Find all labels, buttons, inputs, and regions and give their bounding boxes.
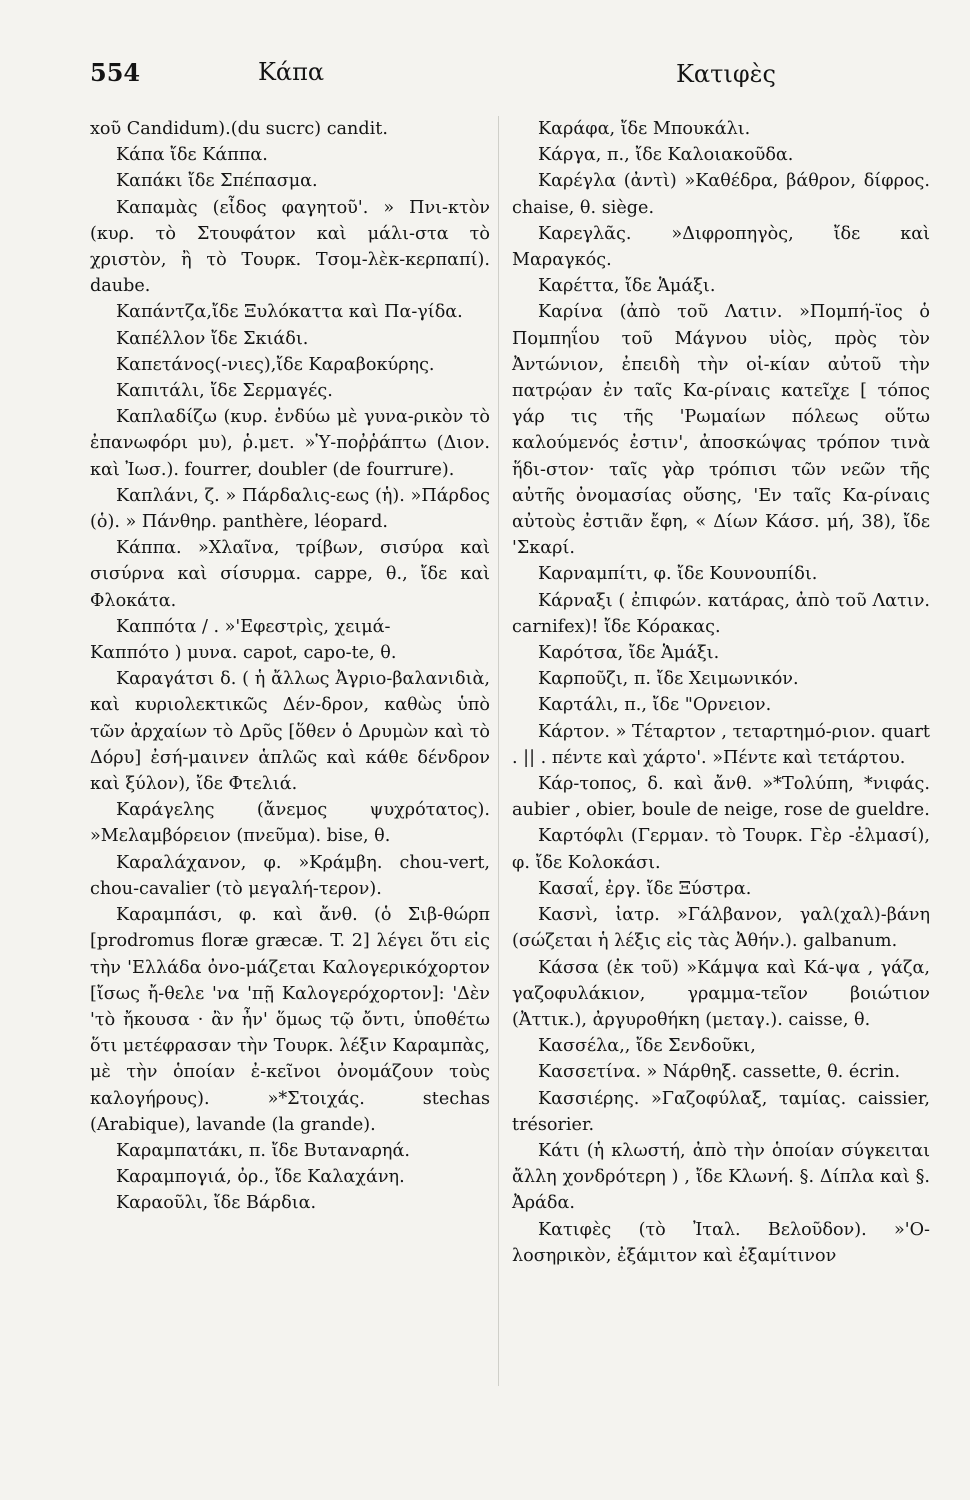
dictionary-entry: Καρότσα, ἴδε Ἁμάξι.	[538, 643, 720, 664]
dictionary-entry: Καραγάτσι δ. ( ἡ ἄλλως Ἀγριο-βαλανιδιὰ, καὶ κυριολεκτικῶς Δέν-δρον, καθὼς ὑπὸ τῶν ἀρχαίων τὸ Δρῦς [ὅθεν ὁ Δρυμὼν καὶ τὸ Δόρυ] ἐσή-μαινεν ἁπλῶς καὶ κάθε δένδρον καὶ ξύλον), ἴδε Φτελιά.	[90, 669, 490, 795]
dictionary-entry: Κάρ-τοπος, δ. καὶ ἄνθ. »*Τολύπη, *νιφάς. aubier , obier, boule de neige, rose de gueldre.	[512, 774, 930, 821]
dictionary-entry: Καπλάνι, ζ. » Πάρδαλις-εως (ἡ). »Πάρδος (ὁ). » Πάνθηρ. panthère, léopard.	[90, 485, 490, 533]
dictionary-entry: Καρναμπίτι, φ. ἴδε Κουνουπίδι.	[538, 564, 818, 585]
dictionary-entry: Καράγελης (ἄνεμος ψυχρότατος). »Μελαμβόρειον (πνεῦμα). bise, θ.	[90, 800, 490, 847]
dictionary-entry: Καπάντζα,ἴδε Ξυλόκαττα καὶ Πα-γίδα.	[116, 302, 463, 323]
dictionary-entry: Καραμπογιά, ὀρ., ἴδε Καλαχάνη.	[116, 1167, 405, 1188]
right-column	[512, 116, 930, 1269]
running-head-right: Κατιφὲς	[676, 60, 776, 88]
dictionary-entry: Καρέττα, ἴδε Ἁμάξι.	[538, 276, 716, 297]
dictionary-entry: Καππότα / . »'Εφεστρὶς, χειμά-	[116, 616, 391, 637]
dictionary-entry: Καπάκι ἴδε Σπέπασμα.	[116, 171, 318, 192]
dictionary-entry: Καραλάχανον, φ. »Κράμβη. chou-vert, chou-cavalier (τὸ μεγαλή-τερον).	[90, 852, 490, 899]
running-head-left: Κάπα	[258, 58, 325, 86]
dictionary-entry: Κάργα, π., ἴδε Καλοιακοῦδα.	[538, 145, 794, 166]
dictionary-entry: Καπετάνος(-νιες),ἴδε Καραβοκύρης.	[116, 354, 435, 375]
dictionary-entry: Κάππα. »Χλαῖνα, τρίβων, σισύρα καὶ σισύρνα καὶ σίσυρμα. cappe, θ., ἴδε καὶ Φλοκάτα.	[90, 538, 490, 611]
dictionary-entry: Καρτόφλι (Γερμαν. τὸ Τουρκ. Γὲρ -ἐλμασί), φ. ἴδε Κολοκάσι.	[512, 826, 930, 873]
dictionary-entry: Καπιτάλι, ἴδε Σερμαγές.	[116, 381, 333, 402]
left-column	[90, 116, 490, 1217]
page-header	[90, 58, 940, 98]
dictionary-entry: Καπαμὰς (εἶδος φαγητοῦ'. » Πνι-κτὸν (κυρ. τὸ Στουφάτον καὶ μάλι-στα τὸ χριστὸν, ἢ τὸ Τουρκ. Τσομ-λὲκ-κερπαπί). daube.	[90, 197, 490, 297]
dictionary-entry: Καρίνα (ἀπὸ τοῦ Λατιν. »Πομπή-ϊος ὁ Πομπηΐου τοῦ Μάγνου υἱὸς, πρὸς τὸν Ἀντώνιον, ἐπειδὴ τὴν οἰ-κίαν αὐτοῦ τὴν πατρῴαν ἐν ταῖς Κα-ρίναις κατεῖχε [ τόπος γάρ τις τῆς 'Ρωμαίων πόλεως οὕτω καλούμενός ἐστιν', ἀποσκώψας τρόπον τινὰ ἥδι-στον· ταῖς γὰρ τρόπισι τῶν νεῶν τῆς αὐτῆς ὀνομασίας οὔσης, 'Εν ταῖς Κα-ρίναις αὐτοὺς ἐστιᾶν ἔφη, « Δίων Κάσσ. μή, 38), ἴδε 'Σκαρί.	[512, 302, 930, 559]
dictionary-entry: Κασαΐ, ἐργ. ἴδε Ξύστρα.	[538, 878, 752, 899]
dictionary-entry: Καραμπατάκι, π. ἴδε Βυταναρηά.	[116, 1140, 410, 1161]
dictionary-entry: Καπέλλον ἴδε Σκιάδι.	[116, 328, 309, 349]
dictionary-entry: Καράφα, ἴδε Μπουκάλι.	[538, 119, 751, 139]
dictionary-entry: Κάπα ἴδε Κάππα.	[116, 145, 268, 166]
dictionary-entry: Καρέγλα (ἀντὶ) »Καθέδρα, βάθρον, δίφρος. chaise, θ. siège.	[512, 171, 930, 218]
dictionary-entry: Καππότο ) μυνα. capot, capo-te, θ.	[90, 643, 397, 664]
dictionary-entry: Κασσέλα,, ἴδε Σενδοῦκι,	[538, 1036, 756, 1057]
dictionary-entry: Κάσσα (ἐκ τοῦ) »Κάμψα καὶ Κά-ψα , γάζα, γαζοφυλάκιον, γραμμα-τεῖον βοιώτιον (Ἀττικ.), ἀργυροθήκη (μεταγ.). caisse, θ.	[512, 957, 930, 1030]
dictionary-entry: Καρτάλι, π., ἴδε "Ορνειον.	[538, 695, 772, 716]
dictionary-entry: Κάρναξι ( ἐπιφών. κατάρας, ἀπὸ τοῦ Λατιν. carnifex)! ἴδε Κόρακας.	[512, 590, 930, 637]
dictionary-entry: xοῦ Candidum).(du sucrc) candit.	[90, 119, 388, 139]
dictionary-entry: Κασνὶ, ἰατρ. »Γάλβανον, γαλ(χαλ)-βάνη (σώζεται ἡ λέξις εἰς τὰς Ἀθήν.). galbanum.	[512, 905, 930, 952]
dictionary-entry: Καρποῦζι, π. ἴδε Χειμωνικόν.	[538, 669, 799, 690]
dictionary-entry: Κάρτον. » Τέταρτον , τεταρτημό-ριον. quart . || . πέντε καὶ χάρτο'. »Πέντε καὶ τετάρτου.	[512, 721, 930, 768]
dictionary-entry: Καραμπάσι, φ. καὶ ἄνθ. (ὁ Σιβ-θώρπ [prodromus floræ græcæ. T. 2] λέγει ὅτι εἰς τὴν 'Ελλάδα ὀνο-μάζεται Καλογερικόχορτον [ἴσως ἤ-θελε 'να 'πῇ Καλογερόχορτον]: 'Δὲν 'τὸ ἤκουσα · ἂν ἦν' ὅμως τῷ ὄντι, ὑποθέτω ὅτι μετέφρασαν τὴν Τουρκ. λέξιν Καραμπὰς, μὲ τὴν ὁποίαν ἐ-κεῖνοι ὀνομάζουν τοὺς καλογήρους). »*Στοιχάς. stechas (Arabique), lavande (la grande).	[90, 905, 490, 1135]
column-divider	[498, 116, 499, 1386]
dictionary-entry: Καπλαδίζω (κυρ. ἐνδύω μὲ γυνα-ρικὸν τὸ ἐπανωφόρι μυ), ῥ.μετ. »Ὑ-ποῤῥάπτω (Διον. καὶ Ἰωσ.). fourrer, doubler (de fourrure).	[90, 407, 490, 480]
dictionary-entry: Καραοῦλι, ἴδε Βάρδια.	[116, 1193, 317, 1214]
dictionary-entry: Καρεγλᾶς. »Διφροπηγὸς, ἴδε καὶ Μαραγκός.	[512, 223, 930, 271]
dictionary-entry: Κάτι (ἡ κλωστή, ἀπὸ τὴν ὁποίαν σύγκειται ἄλλη χονδρότερη ) , ἴδε Κλωνή. §. Δίπλα καὶ §. Ἀράδα.	[512, 1140, 930, 1214]
page-number: 554	[90, 58, 141, 87]
dictionary-entry: Κασσετίνα. » Νάρθηξ. cassette, θ. écrin.	[538, 1062, 901, 1083]
dictionary-entry: Κασσιέρης. »Γαζοφύλαξ, ταμίας. caissier, trésorier.	[512, 1088, 930, 1135]
dictionary-entry: Κατιφὲς (τὸ Ἰταλ. Βελοῦδον). »'Ο-λοσηρικὸν, ἐξάμιτον καὶ ἐξαμίτινον	[512, 1219, 930, 1266]
